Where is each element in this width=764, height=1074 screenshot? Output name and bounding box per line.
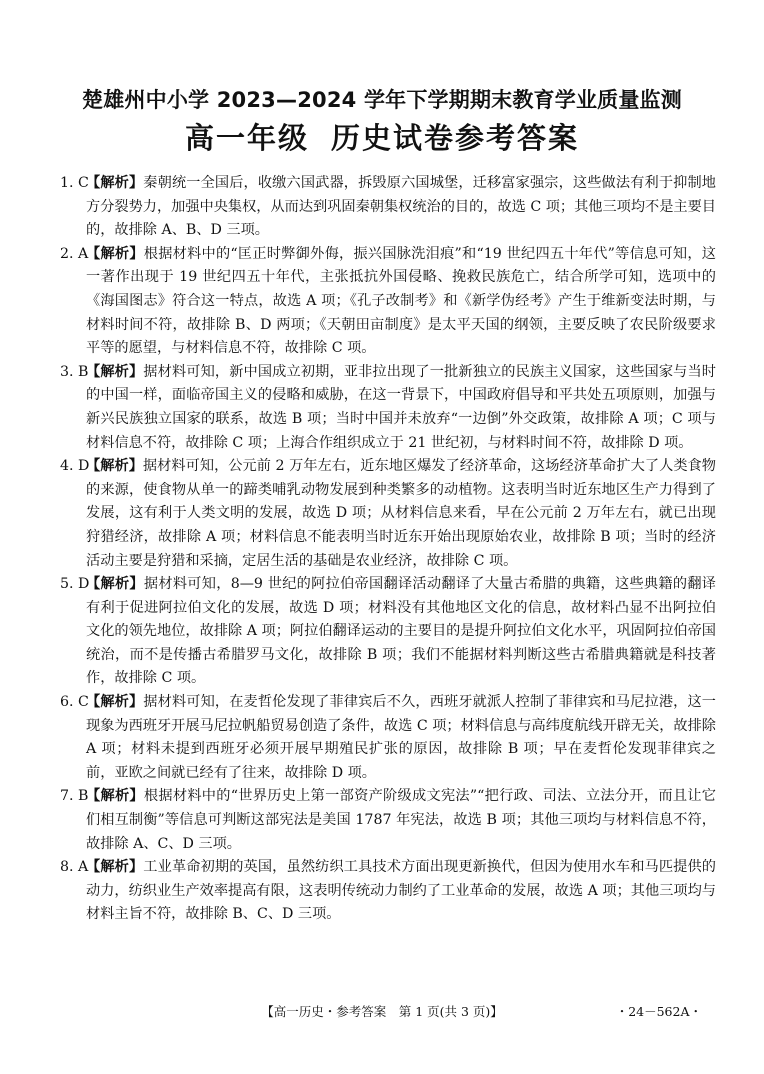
- answer-number: 5. D: [60, 576, 90, 593]
- answer-list: [60, 172, 716, 927]
- answer-item-8: [60, 856, 716, 927]
- answer-key-label: 历史试卷参考答案: [331, 121, 580, 155]
- answer-number: 7. B: [60, 788, 89, 805]
- answer-number: 4. D: [60, 458, 90, 475]
- analysis-tag: 【解析】: [86, 788, 144, 805]
- answer-item-1: [60, 172, 716, 243]
- analysis-tag: 【解析】: [86, 694, 144, 711]
- answer-text: 工业革命初期的英国，虽然纺织工具技术方面出现更新换代，但因为使用水车和马匹提供的动力，纺织业生产效率提高有限，这表明传统动力制约了工业革命的发展，故选 A 项；其他三项均与材料主旨不符，故排除 B、C、D 三项。: [86, 859, 716, 923]
- answer-text: 据材料可知，公元前 2 万年左右，近东地区爆发了经济革命，这场经济革命扩大了人类食物的来源，使食物从单一的蹄类哺乳动物发展到种类繁多的动植物。这表明当时近东地区生产力得到了发展，这有利于人类文明的发展，故选 D 项；从材料信息来看，早在公元前 2 万年左右，就已出现狩猎经济，故排除 A 项；材料信息不能表明当时近东开始出现原始农业，故排除 B 项；当时的经济活动主要是狩猎和采摘，定居生活的基础是农业经济，故排除 C 项。: [86, 458, 716, 569]
- document-subtitle: [0, 116, 764, 157]
- answer-item-6: [60, 691, 716, 785]
- answer-text: 根据材料中的“世界历史上第一部资产阶级成文宪法”“把行政、司法、立法分开，而且让它们相互制衡”等信息可判断这部宪法是美国 1787 年宪法，故选 B 项；其他三项均与材料信息不符，故排除 A、C、D 三项。: [86, 788, 716, 852]
- answer-text: 据材料可知，8—9 世纪的阿拉伯帝国翻译活动翻译了大量古希腊的典籍，这些典籍的翻译有利于促进阿拉伯文化的发展，故选 D 项；材料没有其他地区文化的信息，故材料凸显不出阿拉伯文化的领先地位，故排除 A 项；阿拉伯翻译运动的主要目的是提升阿拉伯文化水平，巩固阿拉伯帝国统治，而不是传播古希腊罗马文化，故排除 B 项；我们不能据材料判断这些古希腊典籍就是科技著作，故排除 C 项。: [86, 576, 716, 687]
- analysis-tag: 【解析】: [86, 175, 144, 191]
- analysis-tag: 【解析】: [86, 458, 143, 475]
- answer-number: 2. A: [60, 245, 89, 262]
- analysis-tag: 【解析】: [86, 363, 144, 380]
- answer-text: 据材料可知，在麦哲伦发现了菲律宾后不久，西班牙就派人控制了菲律宾和马尼拉港，这一现象为西班牙开展马尼拉帆船贸易创造了条件，故选 C 项；材料信息与高纬度航线开辟无关，故排除 A 项；材料未提到西班牙必须开展早期殖民扩张的原因，故排除 B 项；早在麦哲伦发现菲律宾之前，亚欧之间就已经有了往来，故排除 D 项。: [86, 694, 716, 781]
- exam-title: 楚雄州中小学 2023—2024 学年下学期期末教育学业质量监测: [82, 88, 682, 112]
- answer-number: 3. B: [60, 363, 89, 380]
- answer-item-2: [60, 243, 716, 361]
- analysis-tag: 【解析】: [86, 245, 144, 262]
- answer-number: 6. C: [60, 694, 89, 711]
- answer-item-5: [60, 573, 716, 691]
- footer-code: ・24－562A・: [615, 1004, 702, 1019]
- page-footer: [0, 1002, 764, 1026]
- answer-text: 据材料可知，新中国成立初期，亚非拉出现了一批新独立的民族主义国家，这些国家与当时的中国一样，面临帝国主义的侵略和威胁，在这一背景下，中国政府倡导和平共处五项原则，加强与新兴民族独立国家的联系，故选 B 项；当时中国并未放弃“一边倒”外交政策，故排除 A 项；C 项与材料信息不符，故排除 C 项；上海合作组织成立于 21 世纪初，与材料时间不符，故排除 D 项。: [86, 363, 716, 451]
- answer-number: 8. A: [60, 859, 89, 876]
- answer-text: 秦朝统一全国后，收缴六国武器，拆毁原六国城堡，迁移富家强宗，这些做法有利于抑制地方分裂势力，加强中央集权，从而达到巩固秦朝集权统治的目的，故选 C 项；其他三项均不是主要目的，故排除 A、B、D 三项。: [86, 175, 716, 239]
- analysis-tag: 【解析】: [86, 859, 144, 876]
- grade-label: 高一年级: [184, 121, 309, 155]
- answer-item-3: [60, 361, 716, 455]
- answer-text: 根据材料中的“匡正时弊御外侮，振兴国脉洗泪痕”和“19 世纪四五十年代”等信息可知，这一著作出现于 19 世纪四五十年代，主张抵抗外国侵略、挽救民族危亡，结合所学可知，选项中的《海国图志》符合这一特点，故选 A 项；《孔子改制考》和《新学伪经考》产生于维新变法时期，与材料时间不符，故排除 B、D 两项；《天朝田亩制度》是太平天国的纲领，主要反映了农民阶级要求平等的愿望，与材料信息不符，故排除 C 项。: [86, 245, 716, 357]
- footer-page-info: 【高一历史・参考答案 第 1 页(共 3 页)】: [261, 1004, 503, 1019]
- answer-item-4: [60, 455, 716, 573]
- analysis-tag: 【解析】: [86, 576, 144, 593]
- answer-number: 1. C: [60, 175, 89, 191]
- answer-item-7: [60, 785, 716, 856]
